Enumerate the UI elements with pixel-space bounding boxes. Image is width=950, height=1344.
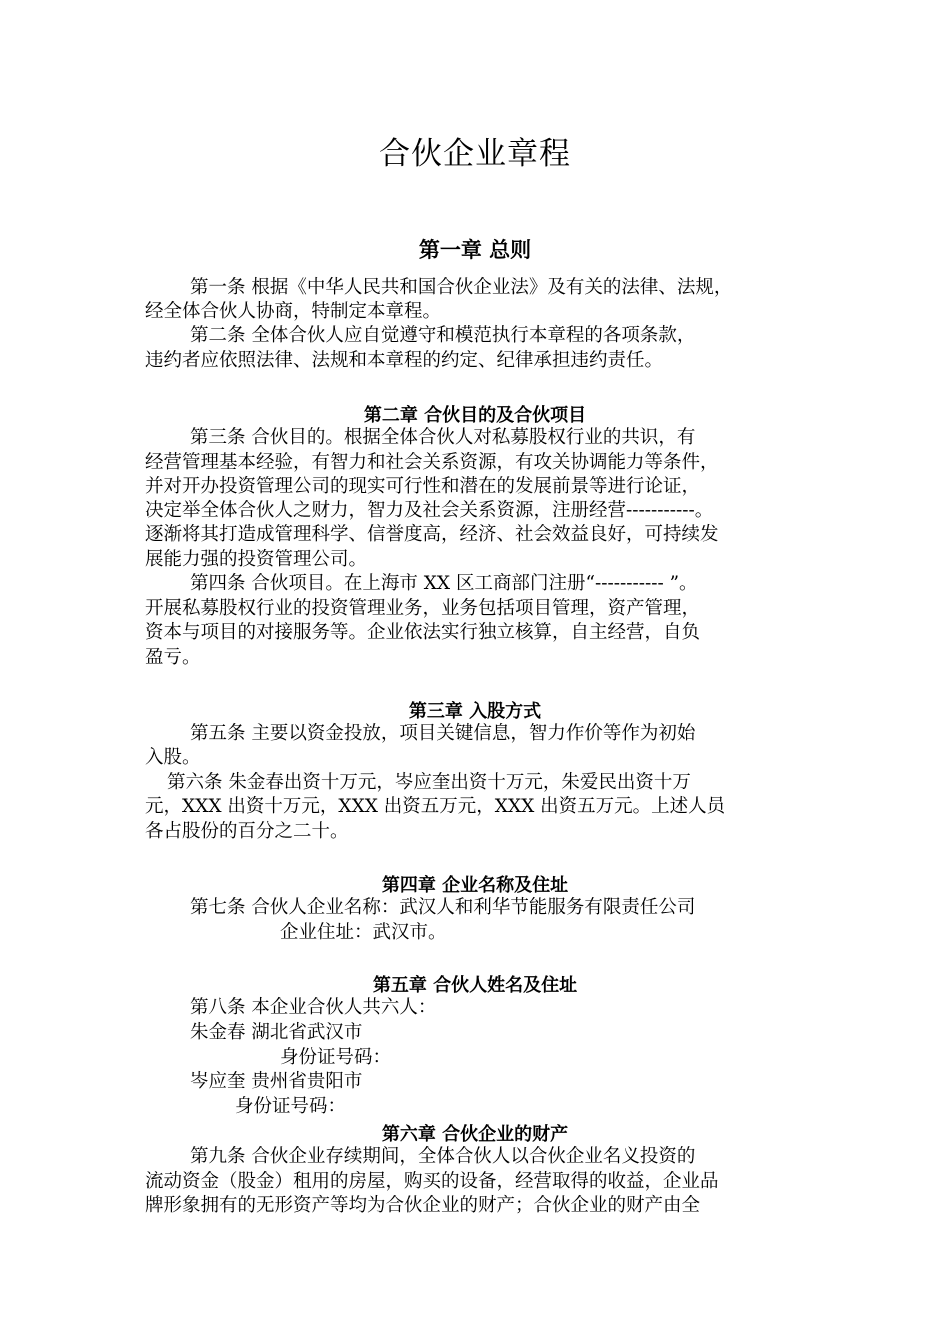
article-1-line-2: 经全体合伙人协商，特制定本章程。: [145, 301, 442, 322]
article-3-line-4: 决定举全体合伙人之财力，智力及社会关系资源，注册经营-----------。: [145, 500, 714, 521]
article-4-line-1: 第四条 合伙项目。在上海市 XX 区工商部门注册“----------- ”。: [190, 573, 698, 594]
article-3-line-2: 经营管理基本经验，有智力和社会关系资源，有攻关协调能力等条件，: [145, 452, 719, 473]
article-3-line-1: 第三条 合伙目的。根据全体合伙人对私募股权行业的共识，有: [190, 427, 696, 448]
chapter-2-heading: 第二章 合伙目的及合伙项目: [363, 405, 587, 426]
partner-2-id-line: 身份证号码：: [235, 1096, 347, 1117]
article-3-line-3: 并对开办投资管理公司的现实可行性和潜在的发展前景等进行论证，: [145, 476, 701, 497]
article-3-line-5: 逐渐将其打造成管理科学、信誉度高，经济、社会效益良好，可持续发: [145, 524, 719, 545]
article-4-line-3: 资本与项目的对接服务等。企业依法实行独立核算，自主经营，自负: [145, 622, 701, 643]
article-1-line-1: 第一条 根据《中华人民共和国合伙企业法》及有关的法律、法规，: [190, 277, 733, 298]
article-6-line-1: 第六条 朱金春出资十万元，岑应奎出资十万元，朱爱民出资十万: [167, 772, 691, 793]
article-7-line-2: 企业住址：武汉市。: [280, 922, 447, 943]
chapter-4-heading: 第四章 企业名称及住址: [381, 875, 569, 896]
article-2-line-1: 第二条 全体合伙人应自觉遵守和模范执行本章程的各项条款，: [190, 325, 696, 346]
partner-1-line: 朱金春 湖北省武汉市: [190, 1022, 363, 1043]
chapter-1-heading: 第一章 总则: [418, 238, 532, 262]
partner-2-line: 岑应奎 贵州省贵阳市: [190, 1071, 363, 1092]
article-6-line-3: 各占股份的百分之二十。: [145, 821, 349, 842]
chapter-6-heading: 第六章 合伙企业的财产: [381, 1124, 569, 1145]
document-title: 合伙企业章程: [379, 136, 571, 172]
article-9-line-3: 牌形象拥有的无形资产等均为合伙企业的财产；合伙企业的财产由全: [145, 1195, 701, 1216]
article-3-line-6: 展能力强的投资管理公司。: [145, 549, 368, 570]
article-9-line-2: 流动资金（股金）租用的房屋，购买的设备，经营取得的收益，企业品: [145, 1171, 719, 1192]
partner-1-id-line: 身份证号码：: [280, 1047, 392, 1068]
article-2-line-2: 违约者应依照法律、法规和本章程的约定、纪律承担违约责任。: [145, 350, 664, 371]
article-6-line-2: 元，XXX 出资十万元，XXX 出资五万元，XXX 出资五万元。上述人员: [145, 796, 726, 817]
chapter-3-heading: 第三章 入股方式: [408, 701, 542, 722]
article-4-line-4: 盈亏。: [145, 647, 201, 668]
chapter-5-heading: 第五章 合伙人姓名及住址: [372, 975, 578, 996]
article-9-line-1: 第九条 合伙企业存续期间，全体合伙人以合伙企业名义投资的: [190, 1146, 696, 1167]
article-8-line-1: 第八条 本企业合伙人共六人：: [190, 997, 437, 1018]
article-5-line-2: 入股。: [145, 747, 201, 768]
article-4-line-2: 开展私募股权行业的投资管理业务，业务包括项目管理，资产管理，: [145, 598, 701, 619]
article-7-line-1: 第七条 合伙人企业名称：武汉人和利华节能服务有限责任公司: [190, 897, 696, 918]
article-5-line-1: 第五条 主要以资金投放，项目关键信息，智力作价等作为初始: [190, 723, 696, 744]
